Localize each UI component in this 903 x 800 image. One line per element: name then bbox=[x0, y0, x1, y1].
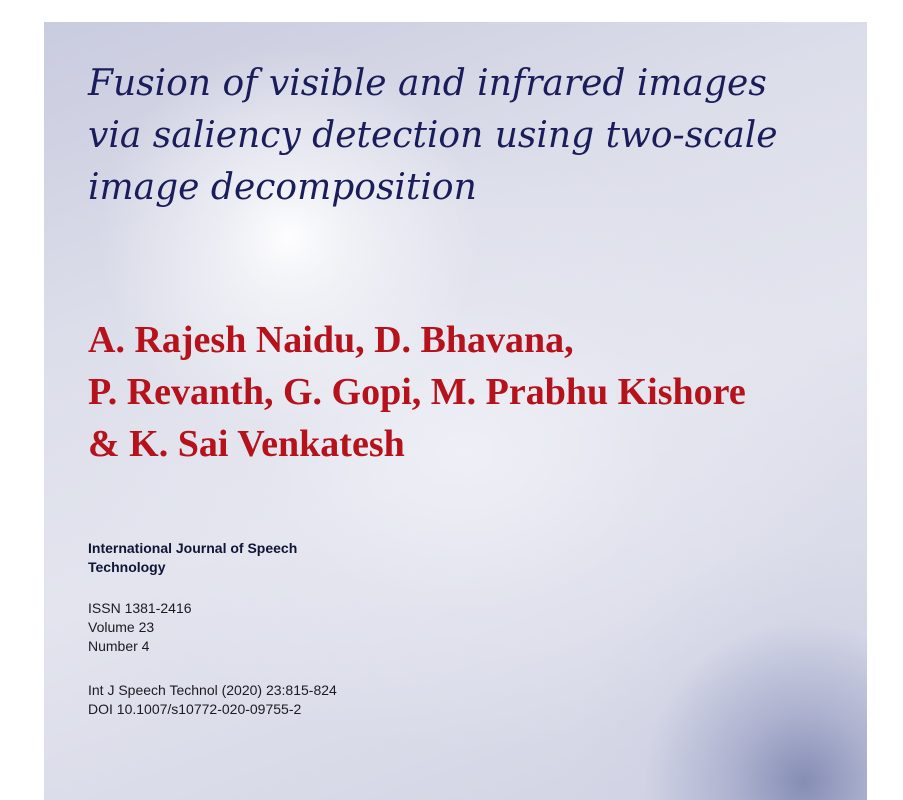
citation-block bbox=[88, 681, 337, 719]
author-line: & K. Sai Venkatesh bbox=[88, 423, 405, 465]
author-line: P. Revanth, G. Gopi, M. Prabhu Kishore bbox=[88, 371, 746, 413]
doi: DOI 10.1007/s10772-020-09755-2 bbox=[88, 701, 302, 717]
author-list bbox=[88, 314, 858, 470]
issn: ISSN 1381-2416 bbox=[88, 600, 192, 616]
journal-name-line: Technology bbox=[88, 559, 166, 575]
volume: Volume 23 bbox=[88, 619, 155, 635]
citation-reference: Int J Speech Technol (2020) 23:815-824 bbox=[88, 682, 337, 698]
publication-meta bbox=[88, 599, 192, 656]
journal-name bbox=[88, 539, 388, 577]
article-title: Fusion of visible and infrared images via saliency detection using two-scale image decomposition bbox=[88, 63, 778, 208]
journal-name-line: International Journal of Speech bbox=[88, 540, 298, 556]
issue-number: Number 4 bbox=[88, 638, 150, 654]
journal-cover bbox=[44, 22, 867, 800]
author-line: A. Rajesh Naidu, D. Bhavana, bbox=[88, 319, 574, 361]
